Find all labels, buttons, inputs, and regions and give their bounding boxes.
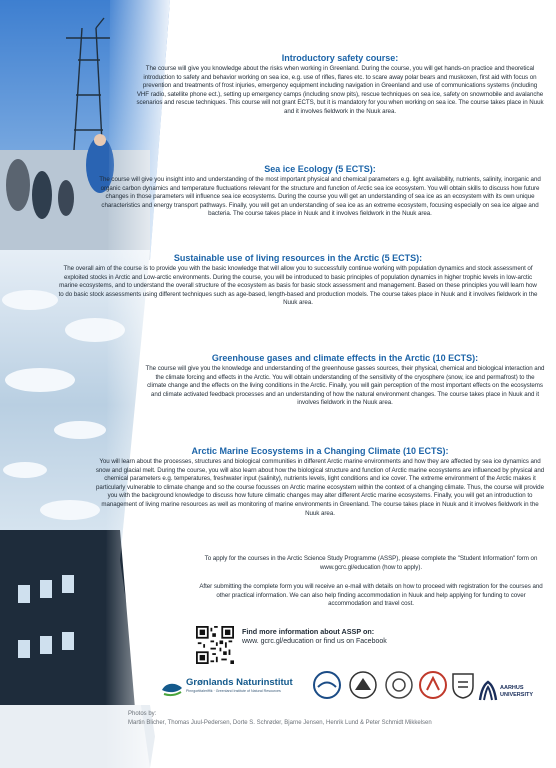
aarhus-university-logo (478, 678, 548, 706)
section-body: The course will give you knowledge about the risks when working in Greenland. During the course, you will get hands-on practice and theoretical introduction to safety and behavior working on sea ice, e.g. use of rifles, flares etc. to scare away polar bears and muskoxen, first aid with focus on prevention and treatments of frost injuries, emergency equipment including navigation in Greenland and use of communications systems (including VHF radio, satellite phone ect.), setting up emergency camps (including snow pits), rescue techniques on sea ice, safety on snowmobile and avalanche scenarios and rescue techniques. This course will not grant ECTS, but it is mandatory for you when working on sea ice. The course takes place in Nuuk and it involves fieldwork in the Nuuk area. (136, 65, 544, 115)
section-body: You will learn about the processes, structures and biological communities in different Arctic marine environments and how they are affected by sea ice dynamics and snow and glacial melt. During the course, you will also learn about how the biological structure and function of Arctic marine ecosystems are influenced by physical and chemical parameters e.g. temperatures, freshwater input (salinity), nutrients levels, light conditions and ice cover. The extreme environment of the Arctic makes it particularly vulnerable to climate change and so the course focusses on Arctic marine ecosystem within the context of a changing climate. Thus, the course will provide you with the background knowledge to discuss how future climatic changes may alter different Arctic marine ecosystems. Finally, you will get an introduction to management of living marine resources as well as monitoring of marine environments in Greenland. The course takes place in Nuuk and it involves fieldwork in the Nuuk area. (95, 458, 545, 517)
credits-names: Martin Blicher, Thomas Juul-Pedersen, Dorte S. Schrøder, Bjarne Jensen, Henrik Lund & Peter Schmidt Mikkelsen (128, 720, 432, 726)
institute-name: Grønlands Naturinstitut (186, 677, 293, 688)
section-safety-course (136, 53, 544, 117)
photo-credits (128, 710, 548, 728)
apply-paragraph (196, 555, 546, 572)
section-greenhouse-gases (145, 353, 545, 408)
section-title: Introductory safety course: (281, 53, 399, 63)
more-info-block (242, 627, 542, 647)
section-body: The overall aim of the course is to provide you with the basic knowledge that will allow you to successfully continue working with population dynamics and stock assessment of exploited stocks in Arctic and Low-arctic environments. During the course, you will be introduced to basic principles of population dynamics in higher trophic levels in low-arctic marine ecosystems, and to understand the overall structure of the ecosystem as basis for basic stock assessment and management. Based on these principles you will learn how to do basic stock assessments using different techniques such as age-based, length-based and production models. The course takes place in Nuuk and it involves fieldwork in the Nuuk area. (58, 265, 538, 307)
section-title: Sustainable use of living resources in the Arctic (5 ECTS): (173, 253, 423, 263)
greenland-climate-centre-icon (384, 670, 414, 700)
qr-code-icon[interactable] (196, 626, 234, 664)
seal-icon (160, 676, 184, 700)
after-text: After submitting the complete form you will receive an e-mail with details on how to proceed with registration for the courses and other practical information. We can also help finding accommodation in Nuuk and help applying for funding to cover accommodation and travel cost. (199, 583, 543, 608)
partner-logos (160, 670, 548, 710)
more-info-links[interactable]: www. gcrc.gl/education or find us on Facebook (242, 638, 387, 645)
after-paragraph (196, 583, 546, 609)
circular-emblem-icon (312, 670, 342, 700)
section-arctic-marine (94, 446, 546, 518)
credits-label: Photos by: (128, 711, 157, 717)
section-title: Arctic Marine Ecosystems in a Changing Climate (10 ECTS): (191, 446, 449, 456)
arctic-research-centre-icon (348, 670, 378, 700)
apply-text: To apply for the courses in the Arctic Science Study Programme (ASSP), please complete the "Student Information" form on www.gcrc.gl/education (how to apply). (204, 555, 538, 571)
institute-subtitle: Pinngortitaleriffik · Greenland Institute of Natural Resources (186, 689, 281, 693)
section-sea-ice-ecology (95, 164, 545, 219)
section-body: The course will give you the knowledge and understanding of the greenhouse gasses sources, their physical, chemical and biological interaction and the climate forcing and effects in the Arctic. You will obtain understanding of the sensitivity of the cryosphere (snow, ice and permafrost) to the climate change and the effects on the living conditions in the Arctic. Finally, you will gain perception of the most important effects on the ecosystems and climate activated feedback processes and an understanding of how the natural environment changes. The course takes place in Nuuk and it involves fieldwork in the Nuuk area. (145, 365, 545, 407)
more-info-title: Find more information about ASSP on: (242, 627, 375, 636)
section-title: Sea ice Ecology (5 ECTS): (264, 164, 376, 174)
aarhus-seal-icon (478, 680, 498, 702)
shield-icon (450, 670, 476, 700)
aarhus-name: AARHUS UNIVERSITY (500, 685, 534, 698)
section-sustainable-use (58, 253, 538, 308)
assp-icon (418, 670, 448, 700)
section-title: Greenhouse gases and climate effects in the Arctic (10 ECTS): (211, 353, 479, 363)
section-body: The course will give you insight into and understanding of the most important physical and chemical parameters e.g. light availability, nutrients, salinity, inorganic and organic carbon dynamics and temperature fluctuations relevant for the structure and function of Arctic sea ice ecosystem. You will obtain skills to discuss how future changes in those parameters will influence sea ice ecosystems. During the course you will get an understanding of sea ice as an ecosystem with its own unique characteristics and energy transport pathways. Finally, you will get an understanding of sea ice as an extreme ecosystem, focusing especially on sea ice algae and bacteria. The course takes place in Nuuk and it involves fieldwork in the Nuuk area. (99, 176, 541, 218)
greenland-institute-logo (160, 674, 310, 704)
